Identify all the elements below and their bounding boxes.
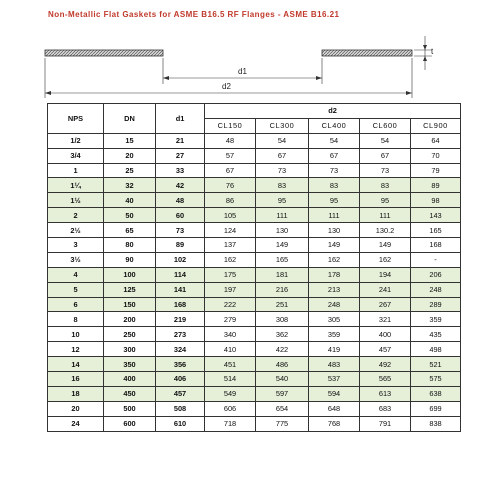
cell-d1: 27 [156, 148, 205, 163]
cell-d2-cl150: 451 [205, 357, 256, 372]
dimension-label-d2: d2 [222, 82, 231, 91]
cell-nps: 3 [48, 238, 104, 253]
cell-nps: 20 [48, 401, 104, 416]
cell-d2-cl900: 206 [411, 267, 461, 282]
cell-d1: 168 [156, 297, 205, 312]
cell-nps: 24 [48, 416, 104, 431]
cell-dn: 125 [104, 282, 156, 297]
cell-d2-cl400: 483 [309, 357, 360, 372]
cell-d2-cl150: 175 [205, 267, 256, 282]
cell-d1: 457 [156, 386, 205, 401]
cell-dn: 350 [104, 357, 156, 372]
cell-d2-cl300: 95 [256, 193, 309, 208]
cell-d2-cl150: 162 [205, 252, 256, 267]
cell-d2-cl600: 67 [360, 148, 411, 163]
cell-d2-cl900: 143 [411, 208, 461, 223]
cell-nps: 1½ [48, 193, 104, 208]
cell-d2-cl600: 130.2 [360, 223, 411, 238]
header-dn: DN [104, 104, 156, 134]
cell-d2-cl400: 213 [309, 282, 360, 297]
cell-d2-cl600: 54 [360, 133, 411, 148]
cell-d2-cl400: 95 [309, 193, 360, 208]
cell-d1: 48 [156, 193, 205, 208]
cell-d2-cl600: 267 [360, 297, 411, 312]
cell-dn: 450 [104, 386, 156, 401]
cell-d2-cl300: 251 [256, 297, 309, 312]
cell-d2-cl150: 197 [205, 282, 256, 297]
dimension-label-d1: d1 [238, 67, 247, 76]
cell-d2-cl300: 486 [256, 357, 309, 372]
cell-d1: 356 [156, 357, 205, 372]
cell-d1: 21 [156, 133, 205, 148]
cell-d2-cl900: 70 [411, 148, 461, 163]
cell-d1: 141 [156, 282, 205, 297]
cell-d2-cl150: 340 [205, 327, 256, 342]
cell-d2-cl300: 775 [256, 416, 309, 431]
cell-d2-cl400: 162 [309, 252, 360, 267]
cell-d2-cl600: 194 [360, 267, 411, 282]
cell-d2-cl900: 575 [411, 372, 461, 387]
cell-d2-cl400: 67 [309, 148, 360, 163]
cell-d2-cl400: 130 [309, 223, 360, 238]
cell-d2-cl300: 597 [256, 386, 309, 401]
table-row [48, 372, 461, 387]
table-row [48, 282, 461, 297]
cell-d2-cl400: 54 [309, 133, 360, 148]
cell-d2-cl150: 86 [205, 193, 256, 208]
cell-nps: 2½ [48, 223, 104, 238]
cell-d2-cl150: 76 [205, 178, 256, 193]
cell-d2-cl400: 178 [309, 267, 360, 282]
cell-d1: 406 [156, 372, 205, 387]
cell-d2-cl400: 73 [309, 163, 360, 178]
gasket-left-section [45, 50, 163, 56]
table-row [48, 223, 461, 238]
cell-d2-cl150: 514 [205, 372, 256, 387]
table-row [48, 252, 461, 267]
cell-d1: 273 [156, 327, 205, 342]
cell-dn: 25 [104, 163, 156, 178]
cell-d1: 33 [156, 163, 205, 178]
cell-nps: 6 [48, 297, 104, 312]
cell-d2-cl600: 241 [360, 282, 411, 297]
cell-dn: 500 [104, 401, 156, 416]
table-row [48, 148, 461, 163]
table-header-row [48, 104, 461, 119]
cell-d2-cl400: 359 [309, 327, 360, 342]
gasket-cross-section-diagram [0, 0, 498, 100]
cell-d2-cl150: 718 [205, 416, 256, 431]
page-title: Non-Metallic Flat Gaskets for ASME B16.5 RF Flanges - ASME B16.21 [48, 10, 340, 19]
cell-d2-cl400: 419 [309, 342, 360, 357]
cell-d2-cl150: 48 [205, 133, 256, 148]
cell-d2-cl150: 410 [205, 342, 256, 357]
table-row [48, 312, 461, 327]
cell-d2-cl300: 67 [256, 148, 309, 163]
header-d1: d1 [156, 104, 205, 134]
table-row [48, 178, 461, 193]
cell-d2-cl400: 594 [309, 386, 360, 401]
cell-d2-cl600: 95 [360, 193, 411, 208]
cell-d2-cl400: 83 [309, 178, 360, 193]
header-class-300: CL300 [256, 118, 309, 133]
cell-nps: 5 [48, 282, 104, 297]
cell-d2-cl900: 98 [411, 193, 461, 208]
cell-d2-cl400: 648 [309, 401, 360, 416]
cell-nps: 1/2 [48, 133, 104, 148]
cell-dn: 400 [104, 372, 156, 387]
cell-d1: 508 [156, 401, 205, 416]
cell-d2-cl300: 149 [256, 238, 309, 253]
table-row [48, 401, 461, 416]
cell-d1: 73 [156, 223, 205, 238]
cell-dn: 200 [104, 312, 156, 327]
cell-d2-cl300: 308 [256, 312, 309, 327]
cell-d1: 114 [156, 267, 205, 282]
cell-d2-cl900: 699 [411, 401, 461, 416]
dimension-label-t: t [431, 47, 434, 56]
cell-d2-cl300: 73 [256, 163, 309, 178]
cell-nps: 1 [48, 163, 104, 178]
cell-d2-cl150: 137 [205, 238, 256, 253]
cell-d2-cl400: 305 [309, 312, 360, 327]
cell-d2-cl300: 130 [256, 223, 309, 238]
cell-d2-cl600: 149 [360, 238, 411, 253]
cell-d2-cl900: 64 [411, 133, 461, 148]
cell-d1: 219 [156, 312, 205, 327]
cell-d2-cl900: 168 [411, 238, 461, 253]
cell-dn: 20 [104, 148, 156, 163]
cell-d2-cl900: 498 [411, 342, 461, 357]
cell-nps: 10 [48, 327, 104, 342]
table-row [48, 133, 461, 148]
table-row [48, 193, 461, 208]
cell-d1: 610 [156, 416, 205, 431]
header-class-400: CL400 [309, 118, 360, 133]
cell-dn: 90 [104, 252, 156, 267]
cell-d2-cl400: 149 [309, 238, 360, 253]
cell-d2-cl300: 111 [256, 208, 309, 223]
cell-d2-cl300: 83 [256, 178, 309, 193]
cell-d1: 42 [156, 178, 205, 193]
table-row [48, 208, 461, 223]
cell-d2-cl900: 359 [411, 312, 461, 327]
cell-dn: 40 [104, 193, 156, 208]
cell-d2-cl600: 791 [360, 416, 411, 431]
cell-dn: 32 [104, 178, 156, 193]
cell-d2-cl900: - [411, 252, 461, 267]
cell-nps: 16 [48, 372, 104, 387]
cell-d2-cl400: 537 [309, 372, 360, 387]
table-row [48, 357, 461, 372]
cell-d2-cl300: 54 [256, 133, 309, 148]
table-row [48, 297, 461, 312]
cell-d2-cl300: 362 [256, 327, 309, 342]
cell-d2-cl150: 124 [205, 223, 256, 238]
table-row [48, 327, 461, 342]
cell-d2-cl600: 111 [360, 208, 411, 223]
cell-d2-cl600: 83 [360, 178, 411, 193]
cell-d2-cl400: 248 [309, 297, 360, 312]
cell-d2-cl900: 638 [411, 386, 461, 401]
cell-nps: 2 [48, 208, 104, 223]
table-row [48, 267, 461, 282]
cell-d2-cl900: 165 [411, 223, 461, 238]
cell-d2-cl600: 492 [360, 357, 411, 372]
header-nps: NPS [48, 104, 104, 134]
table-row [48, 163, 461, 178]
cell-d1: 60 [156, 208, 205, 223]
cell-nps: 8 [48, 312, 104, 327]
cell-dn: 80 [104, 238, 156, 253]
cell-nps: 12 [48, 342, 104, 357]
cell-d2-cl600: 683 [360, 401, 411, 416]
cell-nps: 3½ [48, 252, 104, 267]
header-class-150: CL150 [205, 118, 256, 133]
cell-d2-cl150: 606 [205, 401, 256, 416]
cell-d2-cl150: 549 [205, 386, 256, 401]
table-body [48, 133, 461, 431]
cell-d2-cl300: 181 [256, 267, 309, 282]
cell-dn: 150 [104, 297, 156, 312]
cell-d2-cl600: 73 [360, 163, 411, 178]
gasket-right-section [322, 50, 412, 56]
cell-d2-cl600: 613 [360, 386, 411, 401]
cell-d2-cl600: 565 [360, 372, 411, 387]
cell-dn: 250 [104, 327, 156, 342]
cell-d2-cl300: 165 [256, 252, 309, 267]
cell-d2-cl300: 654 [256, 401, 309, 416]
table-row [48, 386, 461, 401]
cell-dn: 65 [104, 223, 156, 238]
cell-nps: 4 [48, 267, 104, 282]
table-row [48, 416, 461, 431]
cell-d2-cl600: 321 [360, 312, 411, 327]
cell-d2-cl600: 400 [360, 327, 411, 342]
cell-d2-cl900: 248 [411, 282, 461, 297]
cell-d1: 102 [156, 252, 205, 267]
header-class-900: CL900 [411, 118, 461, 133]
table-row [48, 342, 461, 357]
cell-d2-cl300: 422 [256, 342, 309, 357]
cell-d2-cl150: 279 [205, 312, 256, 327]
cell-d2-cl300: 216 [256, 282, 309, 297]
cell-d2-cl900: 289 [411, 297, 461, 312]
cell-d2-cl400: 111 [309, 208, 360, 223]
cell-dn: 15 [104, 133, 156, 148]
cell-d1: 89 [156, 238, 205, 253]
cell-dn: 50 [104, 208, 156, 223]
gasket-dimensions-table [47, 103, 461, 432]
cell-nps: 3/4 [48, 148, 104, 163]
cell-d2-cl300: 540 [256, 372, 309, 387]
cell-nps: 1¼ [48, 178, 104, 193]
cell-d2-cl150: 67 [205, 163, 256, 178]
cell-d2-cl900: 838 [411, 416, 461, 431]
cell-d2-cl900: 435 [411, 327, 461, 342]
header-d2: d2 [205, 104, 461, 119]
cell-d2-cl150: 57 [205, 148, 256, 163]
cell-d2-cl900: 89 [411, 178, 461, 193]
cell-dn: 600 [104, 416, 156, 431]
cell-nps: 14 [48, 357, 104, 372]
cell-d2-cl150: 105 [205, 208, 256, 223]
cell-d2-cl900: 521 [411, 357, 461, 372]
cell-d2-cl600: 162 [360, 252, 411, 267]
header-class-600: CL600 [360, 118, 411, 133]
cell-d2-cl600: 457 [360, 342, 411, 357]
cell-d2-cl400: 768 [309, 416, 360, 431]
cell-nps: 18 [48, 386, 104, 401]
cell-d2-cl900: 79 [411, 163, 461, 178]
cell-d1: 324 [156, 342, 205, 357]
cell-dn: 300 [104, 342, 156, 357]
cell-d2-cl150: 222 [205, 297, 256, 312]
cell-dn: 100 [104, 267, 156, 282]
table-row [48, 238, 461, 253]
